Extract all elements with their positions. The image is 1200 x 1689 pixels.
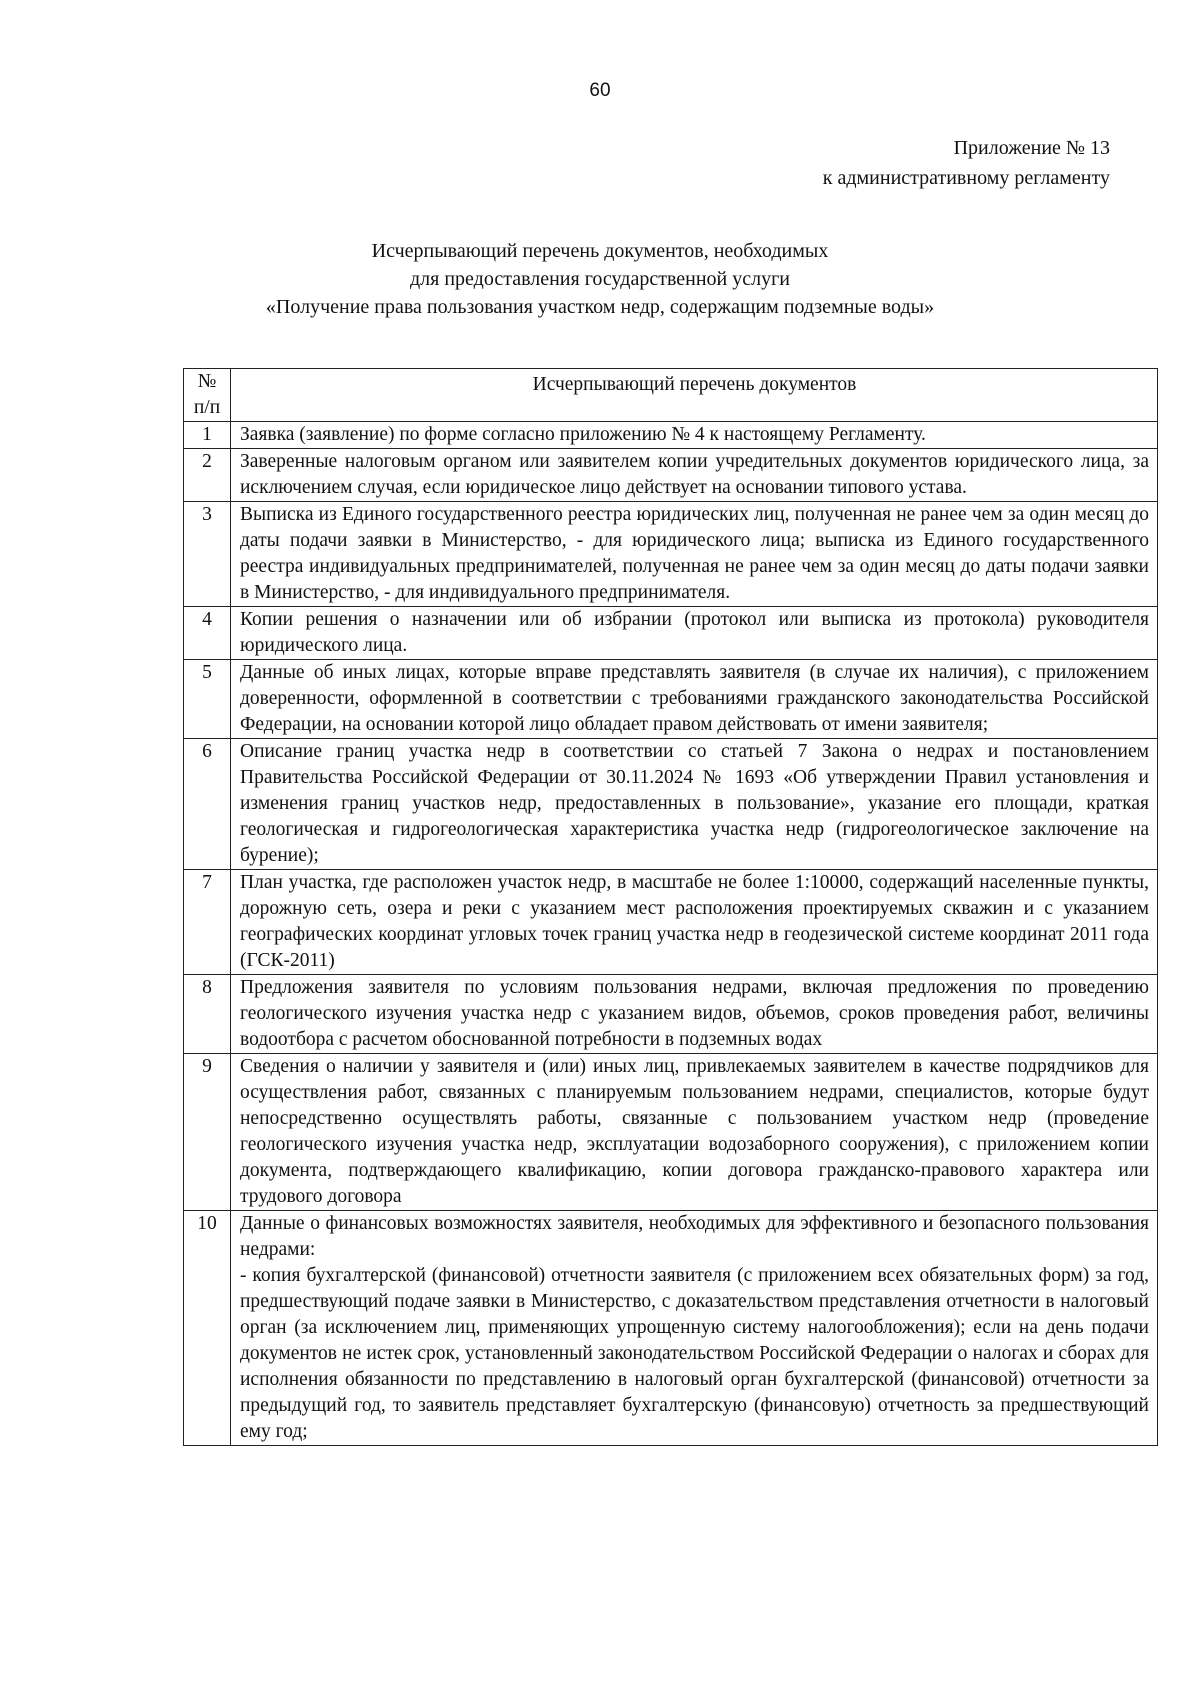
title-line-3: «Получение права пользования участком недр, содержащим подземные воды» bbox=[265, 296, 935, 318]
table-row bbox=[184, 1054, 1158, 1211]
row-text-multi bbox=[231, 1211, 1158, 1446]
row-text-paragraph-2: - копия бухгалтерской (финансовой) отчетности заявителя (с приложением всех обязательных форм) за год, предшествующий подаче заявки в Министерство, с доказательством представления отчетности в налоговый орган (за исключением лиц, применяющих упрощенную систему налогообложения); если на день подачи документов не истек срок, установленный законодательством Российской Федерации о налогах и сборах для исполнения обязанности по представлению в налоговый орган бухгалтерской (финансовой) отчетности за предыдущий год, то заявитель представляет бухгалтерскую (финансовую) отчетность за предшествующий ему год; bbox=[240, 1265, 1149, 1442]
row-text: Копии решения о назначении или об избрании (протокол или выписка из протокола) руководителя юридического лица. bbox=[231, 607, 1158, 660]
header-number-line-1: № bbox=[197, 371, 217, 392]
table-row bbox=[184, 739, 1158, 870]
row-number: 1 bbox=[184, 422, 231, 449]
row-text: Сведения о наличии у заявителя и (или) иных лиц, привлекаемых заявителем в качестве подрядчиков для осуществления работ, связанных с планируемым пользованием недрами, специалистов, которые будут непосредственно осуществлять работы, связанные с пользованием участком недр (проведение геологического изучения участка недр, эксплуатации водозаборного сооружения), с приложением копии документа, подтверждающего квалификацию, копии договора гражданско-правового характера или трудового договора bbox=[231, 1054, 1158, 1211]
header-number-line-2: п/п bbox=[193, 397, 221, 418]
table-row bbox=[184, 607, 1158, 660]
title-line-1: Исчерпывающий перечень документов, необходимых bbox=[371, 240, 829, 262]
header-documents-cell: Исчерпывающий перечень документов bbox=[231, 369, 1158, 422]
row-text: Предложения заявителя по условиям пользования недрами, включая предложения по проведению геологического изучения участка недр с указанием видов, объемов, сроков проведения работ, величины водоотбора с расчетом обоснованной потребности в подземных водах bbox=[231, 975, 1158, 1054]
row-number: 6 bbox=[184, 739, 231, 870]
row-text: Заверенные налоговым органом или заявителем копии учредительных документов юридического лица, за исключением случая, если юридическое лицо действует на основании типового устава. bbox=[231, 449, 1158, 502]
documents-table bbox=[183, 368, 1158, 1446]
row-text: Выписка из Единого государственного реестра юридических лиц, полученная не ранее чем за один месяц до даты подачи заявки в Министерство, - для юридического лица; выписка из Единого государственного реестра индивидуальных предпринимателей, полученная не ранее чем за один месяц до даты подачи заявки в Министерство, - для индивидуального предпринимателя. bbox=[231, 502, 1158, 607]
row-text: Описание границ участка недр в соответствии со статьей 7 Закона о недрах и постановлением Правительства Российской Федерации от 30.11.2024 № 1693 «Об утверждении Правил установления и изменения границ участков недр, предоставленных в пользование», указание его площади, краткая геологическая и гидрогеологическая характеристика участка недр (гидрогеологическое заключение на бурение); bbox=[231, 739, 1158, 870]
row-number: 2 bbox=[184, 449, 231, 502]
table-header-row bbox=[184, 369, 1158, 422]
row-text-paragraph-1: Данные о финансовых возможностях заявителя, необходимых для эффективного и безопасного пользования недрами: bbox=[240, 1213, 1149, 1260]
row-text: Данные об иных лицах, которые вправе представлять заявителя (в случае их наличия), с приложением доверенности, оформленной в соответствии с требованиями гражданского законодательства Российской Федерации, на основании которой лицо обладает правом действовать от имени заявителя; bbox=[231, 660, 1158, 739]
row-number: 7 bbox=[184, 870, 231, 975]
table-row bbox=[184, 422, 1158, 449]
page-number: 60 bbox=[589, 80, 611, 101]
appendix-header bbox=[823, 133, 1110, 193]
appendix-line-2: к административному регламенту bbox=[822, 167, 1110, 189]
row-number: 3 bbox=[184, 502, 231, 607]
appendix-line-1: Приложение № 13 bbox=[953, 137, 1110, 159]
header-number-cell bbox=[184, 369, 231, 422]
row-text: Заявка (заявление) по форме согласно приложению № 4 к настоящему Регламенту. bbox=[231, 422, 1158, 449]
title-line-2: для предоставления государственной услуги bbox=[409, 268, 791, 290]
table-row bbox=[184, 870, 1158, 975]
table-row bbox=[184, 502, 1158, 607]
table-row bbox=[184, 1211, 1158, 1446]
table-row bbox=[184, 449, 1158, 502]
row-number: 5 bbox=[184, 660, 231, 739]
row-number: 4 bbox=[184, 607, 231, 660]
row-number: 10 bbox=[184, 1211, 231, 1446]
row-number: 8 bbox=[184, 975, 231, 1054]
table-row bbox=[184, 975, 1158, 1054]
document-title bbox=[0, 237, 1200, 321]
table-row bbox=[184, 660, 1158, 739]
row-number: 9 bbox=[184, 1054, 231, 1211]
row-text: План участка, где расположен участок недр, в масштабе не более 1:10000, содержащий населенные пункты, дорожную сеть, озера и реки с указанием мест расположения проектируемых скважин и с указанием географических координат угловых точек границ участка недр в геодезической системе координат 2011 года (ГСК-2011) bbox=[231, 870, 1158, 975]
